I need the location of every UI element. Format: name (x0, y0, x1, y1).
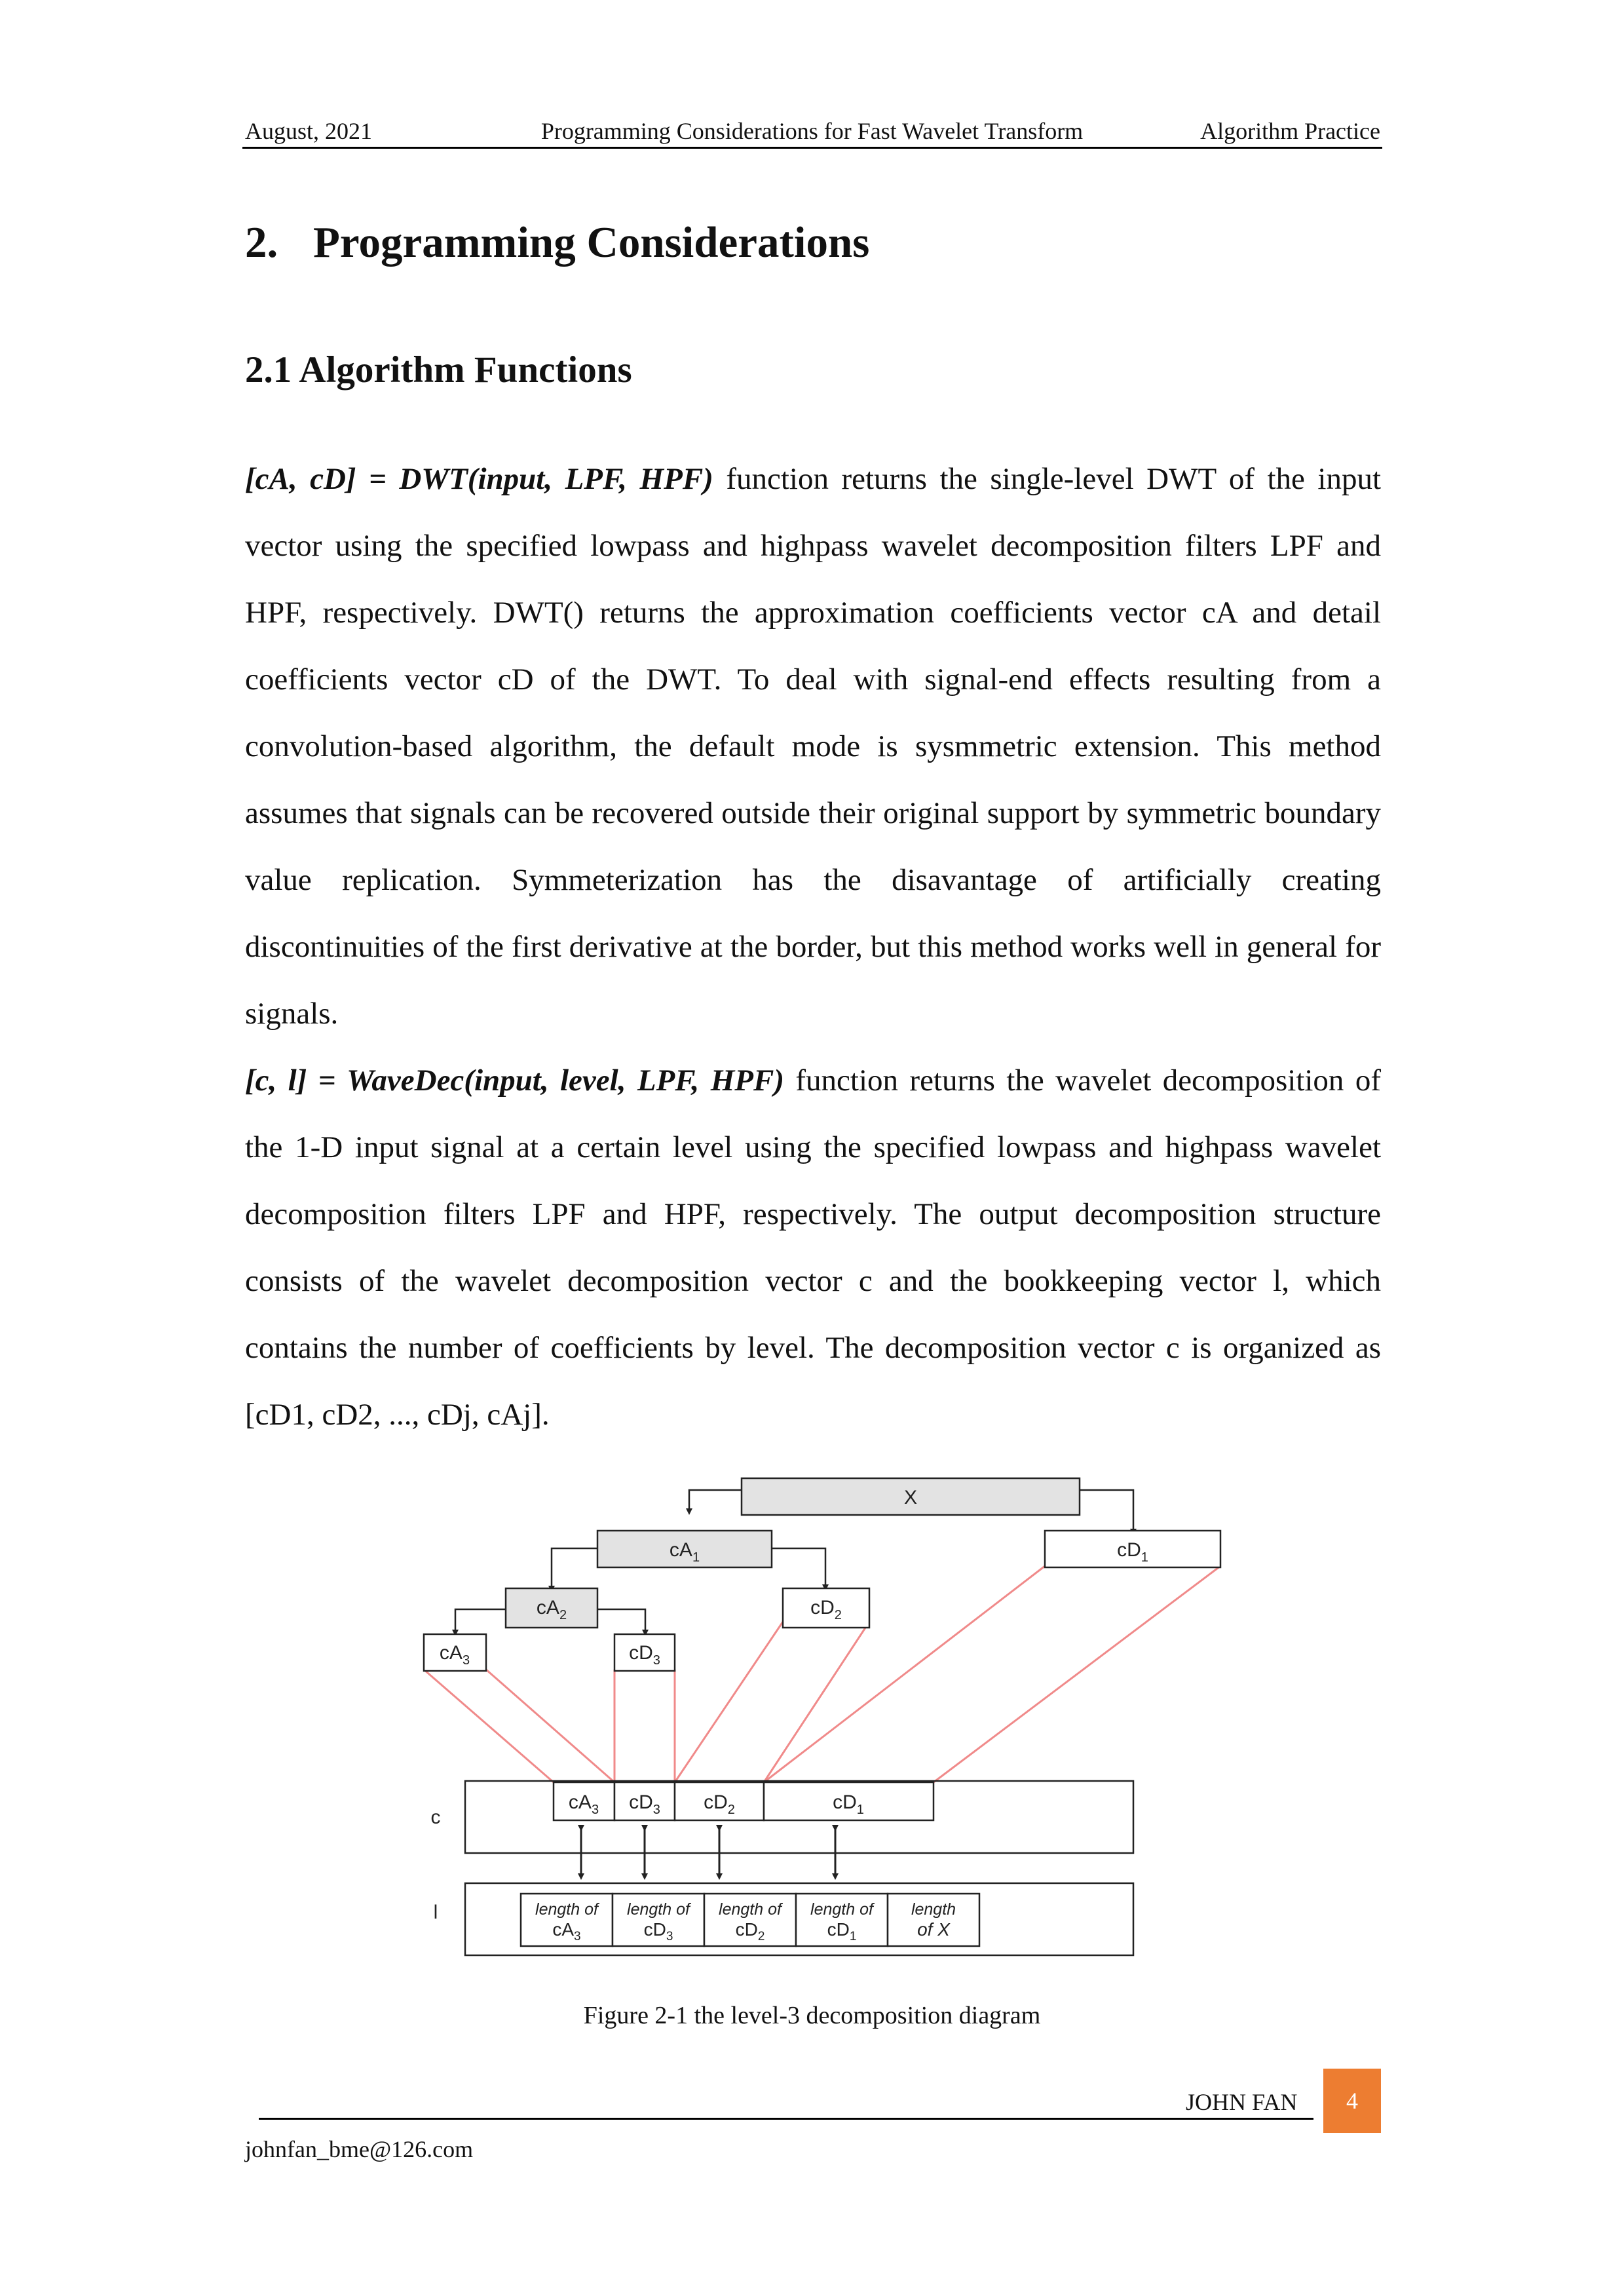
l-cell-4-sub: 1 (849, 1930, 857, 1943)
c-cell-1-sub: 3 (591, 1803, 599, 1817)
node-cd2-sub: 2 (834, 1608, 842, 1622)
l-cell-4-top: length of (810, 1900, 873, 1919)
node-cd2-label: cD (810, 1597, 835, 1618)
header-section: Algorithm Practice (1200, 118, 1380, 144)
body-text (245, 446, 1381, 1448)
section-title: Programming Considerations (313, 218, 870, 267)
node-cd1-label: cD (1117, 1539, 1141, 1561)
subsection-heading: 2.1 Algorithm Functions (245, 349, 632, 391)
node-x (742, 1478, 1080, 1515)
node-x-label: X (903, 1487, 918, 1508)
l-cell-2-sub: 3 (666, 1930, 673, 1943)
footer-rule (259, 2118, 1313, 2120)
l-cell-1-label: cA (552, 1919, 575, 1940)
l-cell-3-sub: 2 (757, 1930, 765, 1943)
section-number: 2. (245, 218, 278, 267)
node-cd3-label: cD (629, 1642, 653, 1664)
node-cd2 (783, 1588, 869, 1628)
page-number: 4 (1323, 2069, 1381, 2133)
footer-email: johnfan_bme@126.com (245, 2136, 474, 2162)
c-cell-4-label: cD (833, 1791, 857, 1813)
c-cell-3-label: cD (704, 1791, 728, 1813)
wavedec-signature: [c, l] = WaveDec(input, level, LPF, HPF) (245, 1063, 784, 1098)
c-vector-cells (554, 1782, 934, 1820)
l-cell-3-label: cD (735, 1919, 758, 1940)
figure-caption: Figure 2-1 the level-3 decomposition diagram (583, 2002, 1041, 2029)
node-ca1-label: cA (669, 1539, 692, 1561)
footer-author: JOHN FAN (1186, 2089, 1298, 2115)
l-cell-2-top: length of (627, 1900, 690, 1919)
l-cell-1-top: length of (535, 1900, 598, 1919)
paragraph-dwt (245, 446, 1381, 1047)
section-heading (245, 213, 869, 272)
header-date: August, 2021 (245, 118, 373, 144)
l-cell-3-top: length of (719, 1900, 782, 1919)
dwt-signature: [cA, cD] = DWT(input, LPF, HPF) (245, 462, 713, 496)
node-cd3-sub: 3 (652, 1653, 660, 1668)
node-ca2 (506, 1588, 597, 1628)
wavedec-description: function returns the wavelet decomposition of the 1-D input signal at a certain level using the specified lowpass and highpass wavelet decomposition filters LPF and HPF, respectively. The output decomposition structure consists of the wavelet decomposition vector c and the bookkeeping vector l, which contains the number of coefficients by level. The decomposition vector c is organized as [cD1, cD2, ..., cDj, cAj]. (245, 1063, 1381, 1432)
node-cd3 (614, 1634, 675, 1671)
c-cell-3-sub: 2 (727, 1803, 735, 1817)
header-title: Programming Considerations for Fast Wavelet Transform (540, 118, 1084, 144)
c-cell-4-sub: 1 (856, 1803, 864, 1817)
row-l-label: l (433, 1902, 438, 1923)
node-ca1 (597, 1531, 772, 1567)
node-ca2-sub: 2 (559, 1608, 567, 1622)
c-cell-1-label: cA (568, 1791, 592, 1813)
decomposition-diagram (406, 1461, 1232, 1972)
node-cd1 (1045, 1531, 1220, 1567)
l-cell-4-label: cD (827, 1919, 850, 1940)
c-cell-2-label: cD (629, 1791, 653, 1813)
dwt-description: function returns the single-level DWT of the input vector using the specified lowpass and highpass wavelet decomposition filters LPF and HPF, respectively. DWT() returns the approximation coefficients vector cA and detail coefficients vector cD of the DWT. To deal with signal-end effects resulting from a convolution-based algorithm, the default mode is sysmmetric extension. This method assumes that signals can be recovered outside their original support by symmetric boundary value replication. Symmeterization has the disavantage of artificially creating discontinuities of the first derivative at the border, but this method works well in general for signals. (245, 462, 1382, 1031)
node-ca3-label: cA (439, 1642, 463, 1664)
l-cell-2-label: cD (643, 1919, 666, 1940)
header-rule (242, 147, 1382, 149)
node-ca3-sub: 3 (462, 1653, 470, 1668)
l-cell-5-top: length (911, 1900, 956, 1919)
node-cd1-sub: 1 (1141, 1550, 1148, 1565)
row-c-label: c (430, 1807, 441, 1828)
paragraph-wavedec (245, 1047, 1381, 1448)
l-cell-5-label: of X (917, 1919, 950, 1940)
l-cell-1-sub: 3 (574, 1930, 581, 1943)
node-ca2-label: cA (536, 1597, 559, 1618)
node-ca1-sub: 1 (692, 1550, 700, 1565)
c-cell-2-sub: 3 (652, 1803, 660, 1817)
node-ca3 (424, 1634, 486, 1671)
